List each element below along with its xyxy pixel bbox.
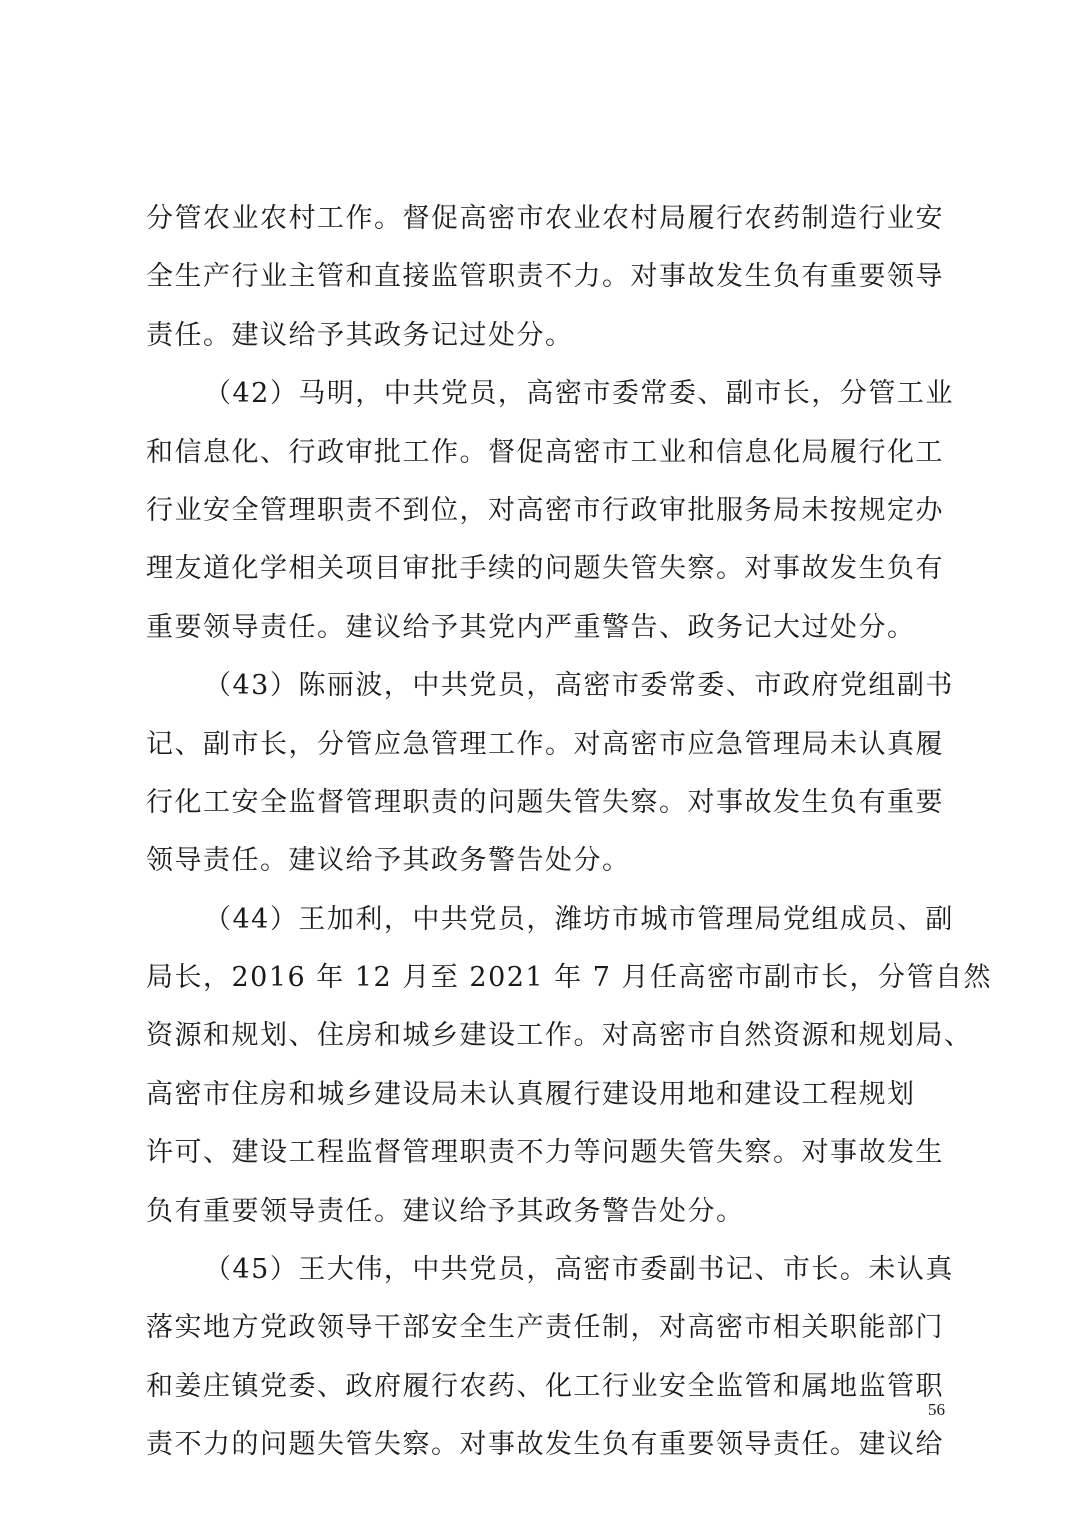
text-line: 资源和规划、住房和城乡建设工作。对高密市自然资源和规划局、 bbox=[146, 1020, 973, 1052]
text-line: 分管农业农村工作。督促高密市农业农村局履行农药制造行业安 bbox=[146, 203, 944, 234]
paragraph-42-start: （42）马明，中共党员，高密市委常委、副市长，分管工业 bbox=[204, 378, 954, 410]
text-line: 责不力的问题失管失察。对事故发生负有重要领导责任。建议给 bbox=[146, 1429, 944, 1461]
text-line: 重要领导责任。建议给予其党内严重警告、政务记大过处分。 bbox=[146, 611, 916, 643]
text-line: 高密市住房和城乡建设局未认真履行建设用地和建设工程规划 bbox=[146, 1078, 916, 1110]
text-line: 和信息化、行政审批工作。督促高密市工业和信息化局履行化工 bbox=[146, 436, 944, 468]
text-line: 负有重要领导责任。建议给予其政务警告处分。 bbox=[146, 1195, 745, 1227]
text-line: 领导责任。建议给予其政务警告处分。 bbox=[146, 845, 631, 877]
text-line: 行化工安全监督管理职责的问题失管失察。对事故发生负有重要 bbox=[146, 786, 944, 818]
paragraph-43-start: （43）陈丽波，中共党员，高密市委常委、市政府党组副书 bbox=[204, 670, 954, 702]
text-line: 理友道化学相关项目审批手续的问题失管失察。对事故发生负有 bbox=[146, 553, 944, 585]
text-line: 许可、建设工程监督管理职责不力等问题失管失察。对事故发生 bbox=[146, 1137, 944, 1169]
text-line: 全生产行业主管和直接监管职责不力。对事故发生负有重要领导 bbox=[146, 261, 944, 293]
text-line: 记、副市长，分管应急管理工作。对高密市应急管理局未认真履 bbox=[146, 728, 944, 760]
text-line: 局长，2016 年 12 月至 2021 年 7 月任高密市副市长，分管自然 bbox=[146, 962, 993, 994]
paragraph-44-start: （44）王加利，中共党员，潍坊市城市管理局党组成员、副 bbox=[204, 903, 954, 935]
text-line: 行业安全管理职责不到位，对高密市行政审批服务局未按规定办 bbox=[146, 494, 944, 526]
text-line: 和姜庄镇党委、政府履行农药、化工行业安全监管和属地监管职 bbox=[146, 1370, 944, 1402]
text-line: 落实地方党政领导干部安全生产责任制，对高密市相关职能部门 bbox=[146, 1312, 944, 1344]
text-line: 责任。建议给予其政务记过处分。 bbox=[146, 319, 574, 351]
paragraph-45-start: （45）王大伟，中共党员，高密市委副书记、市长。未认真 bbox=[204, 1254, 954, 1286]
page-number: 56 bbox=[928, 1400, 945, 1419]
body-text bbox=[146, 190, 993, 1475]
